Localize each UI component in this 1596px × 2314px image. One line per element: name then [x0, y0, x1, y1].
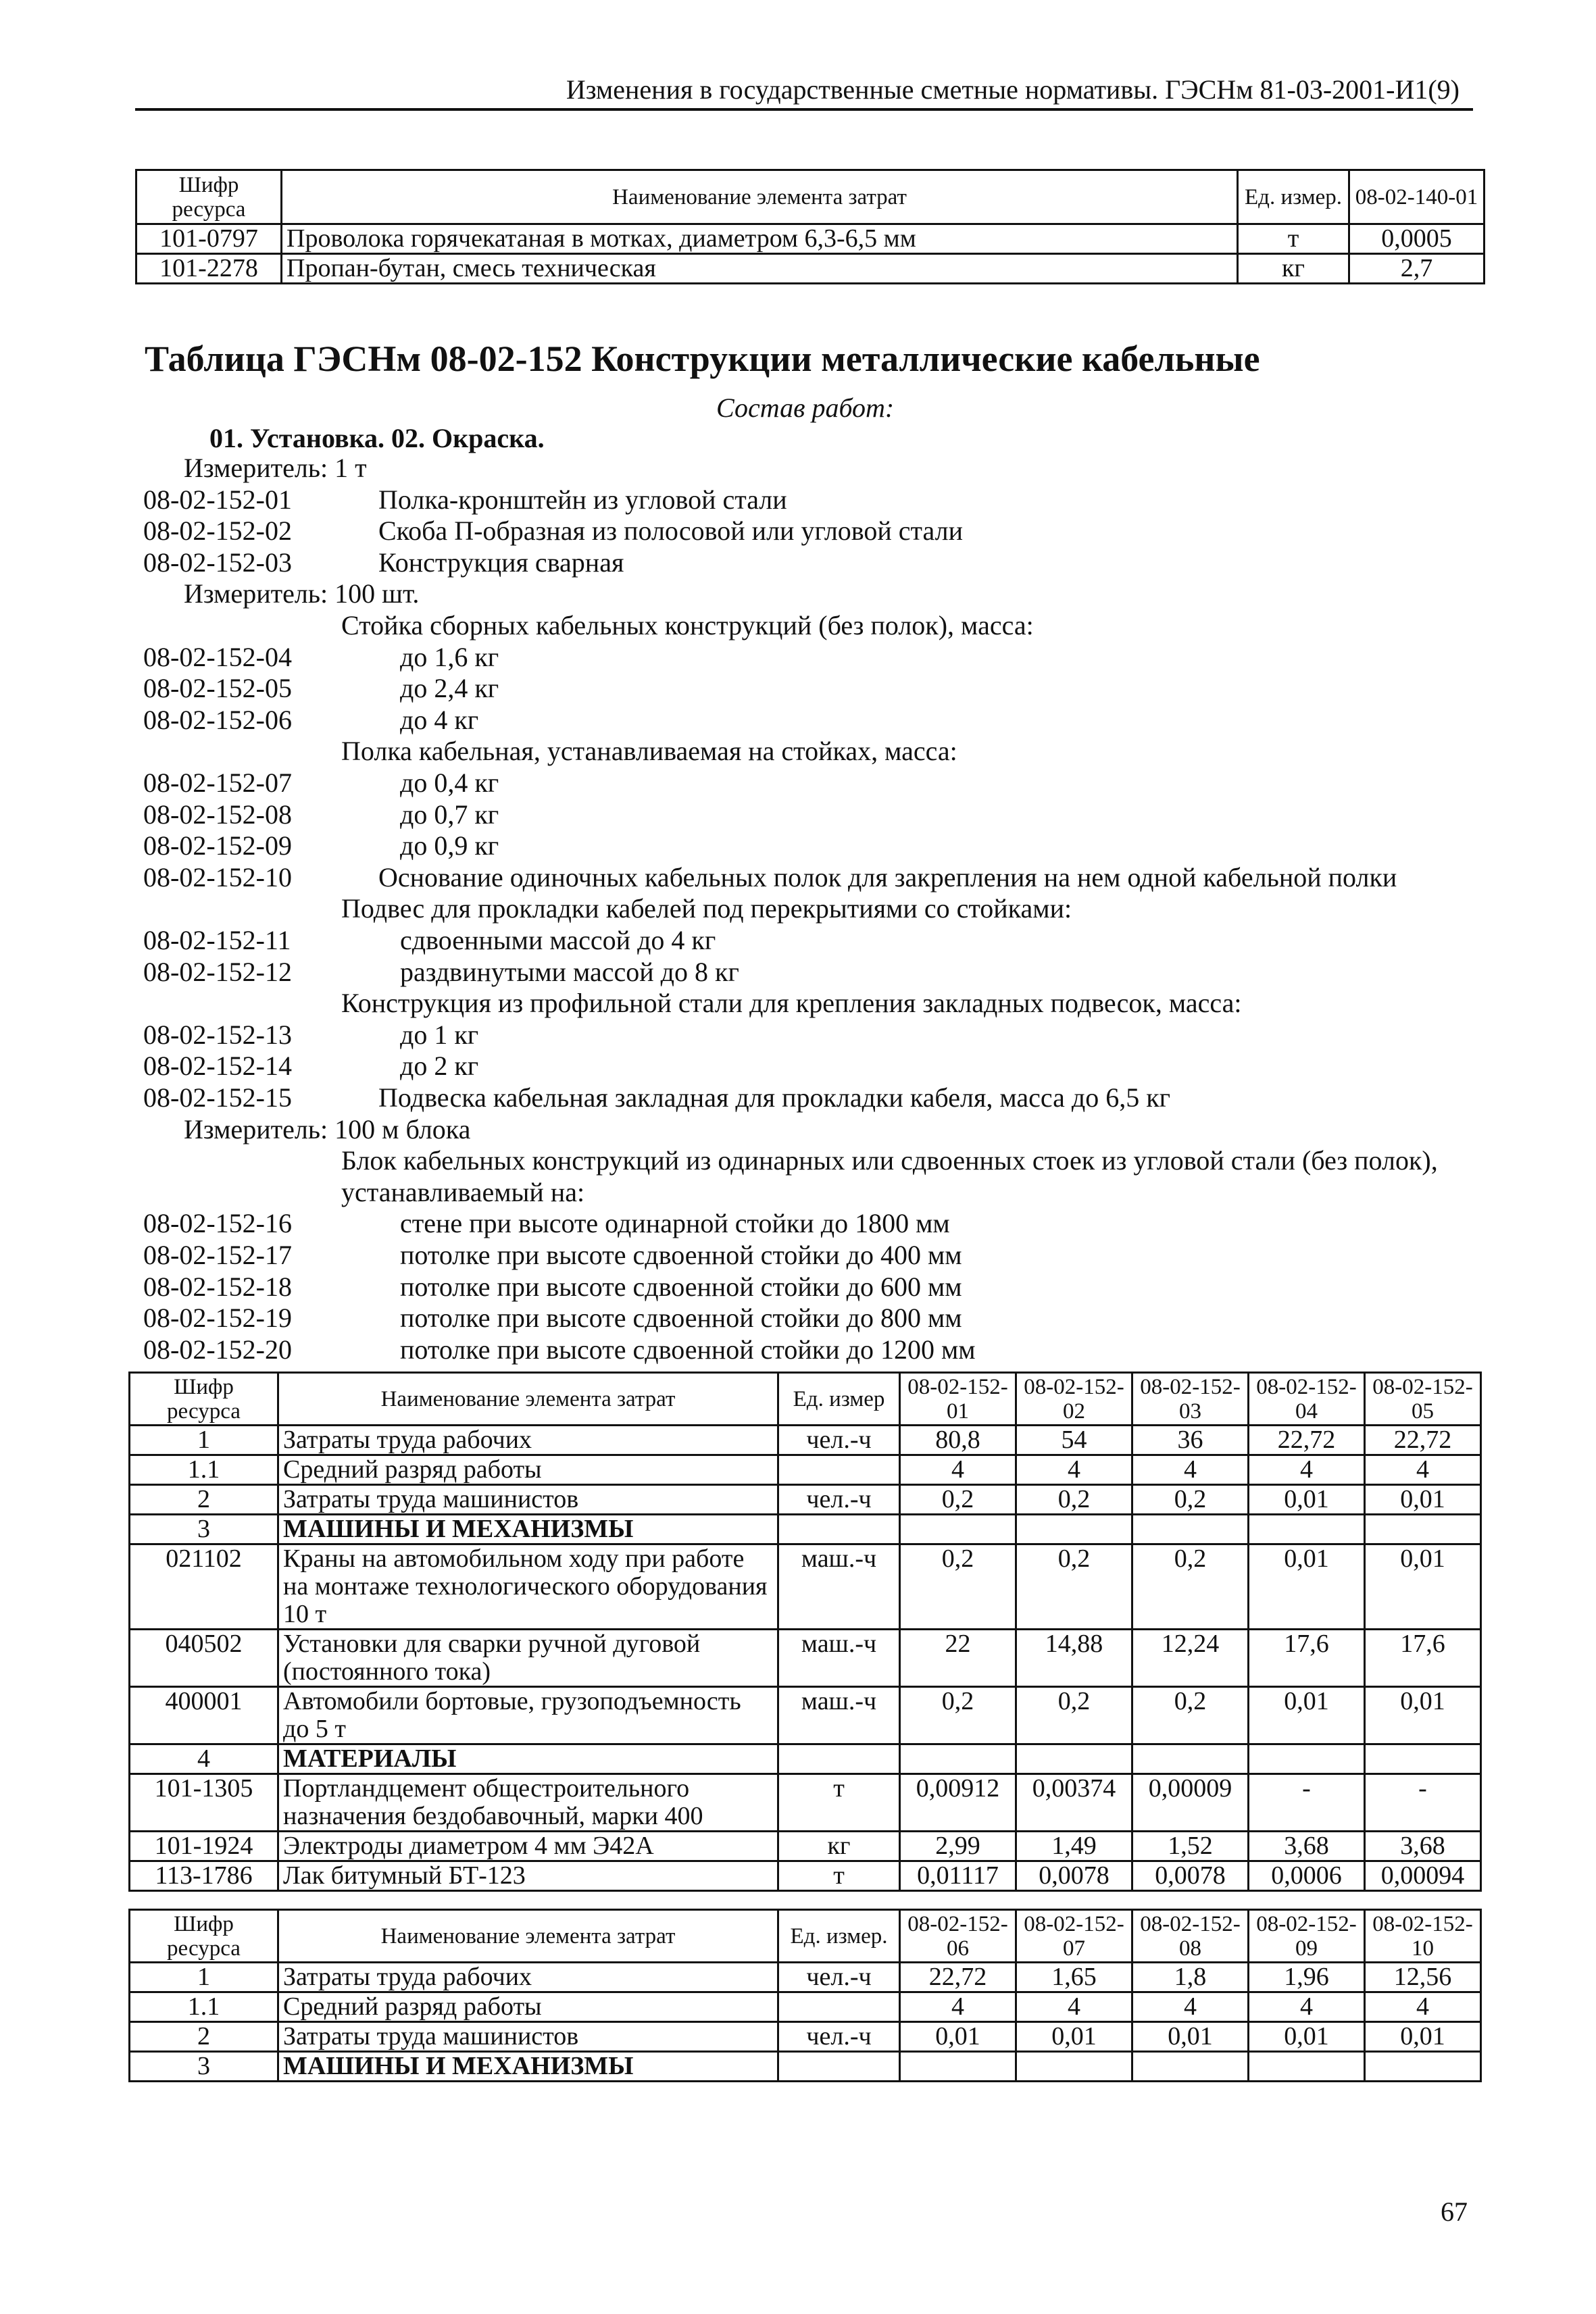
- norm-description: потолке при высоте сдвоенной стойки до 600 мм: [400, 1271, 962, 1302]
- works-list: 01. Установка. 02. Окраска.: [209, 423, 545, 453]
- table-cell: [778, 1515, 900, 1544]
- norm-description: Конструкция из профильной стали для крепления закладных подвесок, масса:: [341, 988, 1242, 1019]
- table-cell: Портландцемент общестроительного назначения бездобавочный, марки 400: [278, 1774, 778, 1832]
- table-cell: чел.-ч: [778, 1485, 900, 1515]
- column-header: 08-02-152-07: [1016, 1910, 1132, 1963]
- column-header: Наименование элемента затрат: [278, 1373, 778, 1426]
- norm-description: до 2 кг: [400, 1051, 479, 1082]
- table-cell: 1: [130, 1426, 278, 1455]
- norm-description: до 0,7 кг: [400, 799, 499, 830]
- table-cell: 14,88: [1016, 1630, 1132, 1687]
- table-cell: 040502: [130, 1630, 278, 1687]
- table-cell: МАТЕРИАЛЫ: [278, 1744, 778, 1774]
- top-head-col: 08-02-140-01: [1349, 170, 1485, 224]
- table-cell: 400001: [130, 1687, 278, 1744]
- norm-code: 08-02-152-02: [143, 515, 292, 547]
- table-cell: Затраты труда рабочих: [278, 1963, 778, 1992]
- table-cell: 0,01: [1249, 1544, 1365, 1630]
- measure-unit: Измеритель: 1 т: [184, 453, 367, 483]
- table-cell: 4: [130, 1744, 278, 1774]
- table-cell: 4: [1016, 1455, 1132, 1485]
- column-header: 08-02-152-04: [1249, 1373, 1365, 1426]
- column-header: Наименование элемента затрат: [278, 1910, 778, 1963]
- table-cell: 0,00912: [900, 1774, 1016, 1832]
- table-cell: кг: [1238, 254, 1349, 284]
- table-cell: [1365, 1515, 1481, 1544]
- table-cell: 2,7: [1349, 254, 1485, 284]
- table-cell: Краны на автомобильном ходу при работе на монтаже технологического оборудования 10 т: [278, 1544, 778, 1630]
- norm-description: потолке при высоте сдвоенной стойки до 800 мм: [400, 1303, 962, 1334]
- norm-code: 08-02-152-12: [143, 956, 292, 987]
- column-header: 08-02-152-03: [1132, 1373, 1249, 1426]
- norm-description: до 0,4 кг: [400, 768, 499, 798]
- table-row: [130, 1992, 1481, 2022]
- table-cell: [1249, 1515, 1365, 1544]
- norm-code: 08-02-152-16: [143, 1208, 292, 1239]
- table-cell: [1249, 1744, 1365, 1774]
- table-cell: 0,01: [1016, 2022, 1132, 2052]
- table-cell: 0,0078: [1016, 1861, 1132, 1891]
- table-cell: 12,56: [1365, 1963, 1481, 1992]
- table-cell: [1132, 2052, 1249, 2082]
- norm-description: раздвинутыми массой до 8 кг: [400, 956, 739, 987]
- table-row: [130, 1455, 1481, 1485]
- column-header: Ед. измер.: [778, 1910, 900, 1963]
- table-cell: 0,0078: [1132, 1861, 1249, 1891]
- norm-code: 08-02-152-14: [143, 1051, 292, 1082]
- resource-table-2: [128, 1909, 1482, 2082]
- table-cell: 2: [130, 1485, 278, 1515]
- running-header-text: Изменения в государственные сметные нормативы. ГЭСНм 81-03-2001-И1(9): [566, 74, 1460, 105]
- table-cell: Проволока горячекатаная в мотках, диаметром 6,3-6,5 мм: [282, 224, 1238, 254]
- norm-description: до 2,4 кг: [400, 673, 499, 704]
- table-cell: чел.-ч: [778, 2022, 900, 2052]
- norm-code: 08-02-152-18: [143, 1271, 292, 1302]
- column-header: 08-02-152-06: [900, 1910, 1016, 1963]
- norm-description: Конструкция сварная: [378, 547, 624, 578]
- norm-description: Полка кабельная, устанавливаемая на стойках, масса:: [341, 736, 957, 767]
- table-cell: 2: [130, 2022, 278, 2052]
- table-cell: 0,2: [900, 1544, 1016, 1630]
- table-cell: маш.-ч: [778, 1544, 900, 1630]
- table-cell: 0,2: [900, 1485, 1016, 1515]
- table-cell: 113-1786: [130, 1861, 278, 1891]
- column-header: Шифр ресурса: [130, 1373, 278, 1426]
- norm-description: устанавливаемый на:: [341, 1176, 585, 1207]
- table-row: [130, 1515, 1481, 1544]
- table-cell: 0,2: [900, 1687, 1016, 1744]
- table-cell: 0,01: [1249, 1485, 1365, 1515]
- norm-description: Подвес для прокладки кабелей под перекрытиями со стойками:: [341, 893, 1072, 924]
- table-cell: 0,01: [1132, 2022, 1249, 2052]
- table-cell: 0,01: [1365, 1544, 1481, 1630]
- table-cell: 17,6: [1249, 1630, 1365, 1687]
- table-cell: 1,49: [1016, 1832, 1132, 1861]
- column-header: Шифр ресурса: [130, 1910, 278, 1963]
- table-cell: 0,2: [1132, 1485, 1249, 1515]
- norm-description: Скоба П-образная из полосовой или угловой стали: [378, 515, 963, 547]
- table-cell: [1365, 2052, 1481, 2082]
- column-header: 08-02-152-08: [1132, 1910, 1249, 1963]
- top-head-code: Шифр ресурса: [136, 170, 282, 224]
- table-cell: [900, 1744, 1016, 1774]
- table-cell: 4: [1132, 1992, 1249, 2022]
- measure-unit: Измеритель: 100 шт.: [184, 578, 420, 609]
- table-cell: МАШИНЫ И МЕХАНИЗМЫ: [278, 1515, 778, 1544]
- table-cell: 0,01: [900, 2022, 1016, 2052]
- norm-code: 08-02-152-15: [143, 1082, 292, 1113]
- table-cell: 1,8: [1132, 1963, 1249, 1992]
- table-cell: 0,2: [1016, 1544, 1132, 1630]
- table-cell: 0,01: [1365, 1687, 1481, 1744]
- norm-description: Основание одиночных кабельных полок для закрепления на нем одной кабельной полки: [378, 861, 1397, 892]
- table-row: [130, 2052, 1481, 2082]
- table-cell: 4: [1249, 1455, 1365, 1485]
- table-cell: Пропан-бутан, смесь техническая: [282, 254, 1238, 284]
- table-cell: маш.-ч: [778, 1687, 900, 1744]
- table-row: [130, 1744, 1481, 1774]
- table-cell: 17,6: [1365, 1630, 1481, 1687]
- norm-description: потолке при высоте сдвоенной стойки до 1200 мм: [400, 1334, 976, 1365]
- table-cell: 22: [900, 1630, 1016, 1687]
- table-cell: 1: [130, 1963, 278, 1992]
- table-cell: 0,01: [1365, 1485, 1481, 1515]
- table-cell: 3: [130, 2052, 278, 2082]
- column-header: 08-02-152-10: [1365, 1910, 1481, 1963]
- table-row: [130, 1963, 1481, 1992]
- norm-code: 08-02-152-10: [143, 861, 292, 892]
- table-title: Таблица ГЭСНм 08-02-152 Конструкции металлические кабельные: [145, 338, 1260, 379]
- table-cell: 101-0797: [136, 224, 282, 254]
- table-row: [130, 1485, 1481, 1515]
- table-cell: 021102: [130, 1544, 278, 1630]
- norm-code: 08-02-152-04: [143, 641, 292, 672]
- table-cell: [778, 1744, 900, 1774]
- table-cell: т: [778, 1861, 900, 1891]
- column-header: 08-02-152-01: [900, 1373, 1016, 1426]
- table-cell: Затраты труда машинистов: [278, 1485, 778, 1515]
- table-cell: 0,2: [1132, 1687, 1249, 1744]
- table-cell: 4: [900, 1992, 1016, 2022]
- table-cell: 1,96: [1249, 1963, 1365, 1992]
- table-cell: МАШИНЫ И МЕХАНИЗМЫ: [278, 2052, 778, 2082]
- table-cell: [1016, 1515, 1132, 1544]
- table-cell: 22,72: [1249, 1426, 1365, 1455]
- table-cell: 1,52: [1132, 1832, 1249, 1861]
- table-cell: 1.1: [130, 1455, 278, 1485]
- table-cell: 3,68: [1249, 1832, 1365, 1861]
- measure-unit: Измеритель: 100 м блока: [184, 1113, 471, 1145]
- norm-description: до 0,9 кг: [400, 830, 499, 861]
- table-cell: 1.1: [130, 1992, 278, 2022]
- norm-code: 08-02-152-07: [143, 768, 292, 798]
- table-cell: 3: [130, 1515, 278, 1544]
- table-row: [130, 1687, 1481, 1744]
- norm-code: 08-02-152-13: [143, 1019, 292, 1050]
- table-cell: 0,00009: [1132, 1774, 1249, 1832]
- table-cell: 0,2: [1016, 1485, 1132, 1515]
- table-cell: 101-1305: [130, 1774, 278, 1832]
- table-cell: 101-2278: [136, 254, 282, 284]
- table-cell: -: [1365, 1774, 1481, 1832]
- column-header: 08-02-152-09: [1249, 1910, 1365, 1963]
- top-head-name: Наименование элемента затрат: [282, 170, 1238, 224]
- table-cell: Средний разряд работы: [278, 1992, 778, 2022]
- table-cell: 54: [1016, 1426, 1132, 1455]
- column-header: Ед. измер: [778, 1373, 900, 1426]
- table-cell: 101-1924: [130, 1832, 278, 1861]
- table-cell: [1016, 1744, 1132, 1774]
- table-cell: Затраты труда машинистов: [278, 2022, 778, 2052]
- table-cell: 0,0005: [1349, 224, 1485, 254]
- table-cell: Средний разряд работы: [278, 1455, 778, 1485]
- table-row: [130, 1544, 1481, 1630]
- table-cell: 4: [1132, 1455, 1249, 1485]
- norm-code: 08-02-152-11: [143, 925, 291, 955]
- table-cell: кг: [778, 1832, 900, 1861]
- norm-code: 08-02-152-20: [143, 1334, 292, 1365]
- table-cell: -: [1249, 1774, 1365, 1832]
- table-cell: 0,01117: [900, 1861, 1016, 1891]
- table-cell: 22,72: [900, 1963, 1016, 1992]
- table-cell: Электроды диаметром 4 мм Э42А: [278, 1832, 778, 1861]
- table-cell: чел.-ч: [778, 1963, 900, 1992]
- table-cell: 0,01: [1249, 2022, 1365, 2052]
- table-cell: [778, 1992, 900, 2022]
- table-cell: т: [778, 1774, 900, 1832]
- page-number: 67: [1441, 2196, 1468, 2227]
- table-cell: 4: [1016, 1992, 1132, 2022]
- table-cell: [1016, 2052, 1132, 2082]
- norm-code: 08-02-152-05: [143, 673, 292, 704]
- norm-description: Полка-кронштейн из угловой стали: [378, 484, 787, 515]
- table-cell: 0,01: [1365, 2022, 1481, 2052]
- work-composition-label: Состав работ:: [716, 393, 895, 423]
- table-cell: Автомобили бортовые, грузоподъемность до 5 т: [278, 1687, 778, 1744]
- resource-table-1: [128, 1372, 1482, 1892]
- table-cell: 4: [1365, 1455, 1481, 1485]
- table-cell: Установки для сварки ручной дуговой (постоянного тока): [278, 1630, 778, 1687]
- norm-description: потолке при высоте сдвоенной стойки до 400 мм: [400, 1240, 962, 1270]
- norm-code: 08-02-152-03: [143, 547, 292, 578]
- table-cell: [778, 1455, 900, 1485]
- norm-description: Подвеска кабельная закладная для прокладки кабеля, масса до 6,5 кг: [378, 1082, 1171, 1113]
- norm-code: 08-02-152-19: [143, 1303, 292, 1334]
- table-cell: [900, 1515, 1016, 1544]
- table-cell: 4: [900, 1455, 1016, 1485]
- table-cell: маш.-ч: [778, 1630, 900, 1687]
- table-cell: 36: [1132, 1426, 1249, 1455]
- table-row: [130, 1426, 1481, 1455]
- norm-description: до 4 кг: [400, 704, 479, 735]
- table-cell: 12,24: [1132, 1630, 1249, 1687]
- table-cell: 0,2: [1016, 1687, 1132, 1744]
- table-cell: 2,99: [900, 1832, 1016, 1861]
- norm-description: Блок кабельных конструкций из одинарных или сдвоенных стоек из угловой стали (без полок),: [341, 1145, 1438, 1176]
- norm-code: 08-02-152-08: [143, 799, 292, 830]
- table-cell: [900, 2052, 1016, 2082]
- table-cell: 3,68: [1365, 1832, 1481, 1861]
- table-cell: [1132, 1515, 1249, 1544]
- column-header: 08-02-152-02: [1016, 1373, 1132, 1426]
- table-cell: Затраты труда рабочих: [278, 1426, 778, 1455]
- norm-code: 08-02-152-01: [143, 484, 292, 515]
- column-header: 08-02-152-05: [1365, 1373, 1481, 1426]
- norm-code: 08-02-152-09: [143, 830, 292, 861]
- table-row: [130, 1832, 1481, 1861]
- table-cell: [778, 2052, 900, 2082]
- table-cell: 1,65: [1016, 1963, 1132, 1992]
- table-row: [130, 1630, 1481, 1687]
- table-cell: 80,8: [900, 1426, 1016, 1455]
- table-cell: 0,00094: [1365, 1861, 1481, 1891]
- table-cell: 0,00374: [1016, 1774, 1132, 1832]
- running-header: [135, 74, 1473, 111]
- table-cell: [1249, 2052, 1365, 2082]
- table-cell: [1132, 1744, 1249, 1774]
- norm-code: 08-02-152-17: [143, 1240, 292, 1270]
- norm-description: Стойка сборных кабельных конструкций (без полок), масса:: [341, 610, 1034, 640]
- table-cell: 0,2: [1132, 1544, 1249, 1630]
- table-row: [130, 1774, 1481, 1832]
- norm-description: до 1,6 кг: [400, 641, 499, 672]
- table-cell: Лак битумный БТ-123: [278, 1861, 778, 1891]
- table-cell: чел.-ч: [778, 1426, 900, 1455]
- top-resource-table: [135, 169, 1485, 284]
- norm-description: сдвоенными массой до 4 кг: [400, 925, 716, 955]
- norm-description: стене при высоте одинарной стойки до 1800 мм: [400, 1208, 950, 1239]
- table-row: [130, 1861, 1481, 1891]
- top-head-unit: Ед. измер.: [1238, 170, 1349, 224]
- table-cell: 0,0006: [1249, 1861, 1365, 1891]
- table-cell: т: [1238, 224, 1349, 254]
- table-row: [130, 2022, 1481, 2052]
- table-cell: 22,72: [1365, 1426, 1481, 1455]
- table-cell: 4: [1249, 1992, 1365, 2022]
- table-cell: 0,01: [1249, 1687, 1365, 1744]
- table-cell: [1365, 1744, 1481, 1774]
- norm-code: 08-02-152-06: [143, 704, 292, 735]
- table-cell: 4: [1365, 1992, 1481, 2022]
- norm-description: до 1 кг: [400, 1019, 479, 1050]
